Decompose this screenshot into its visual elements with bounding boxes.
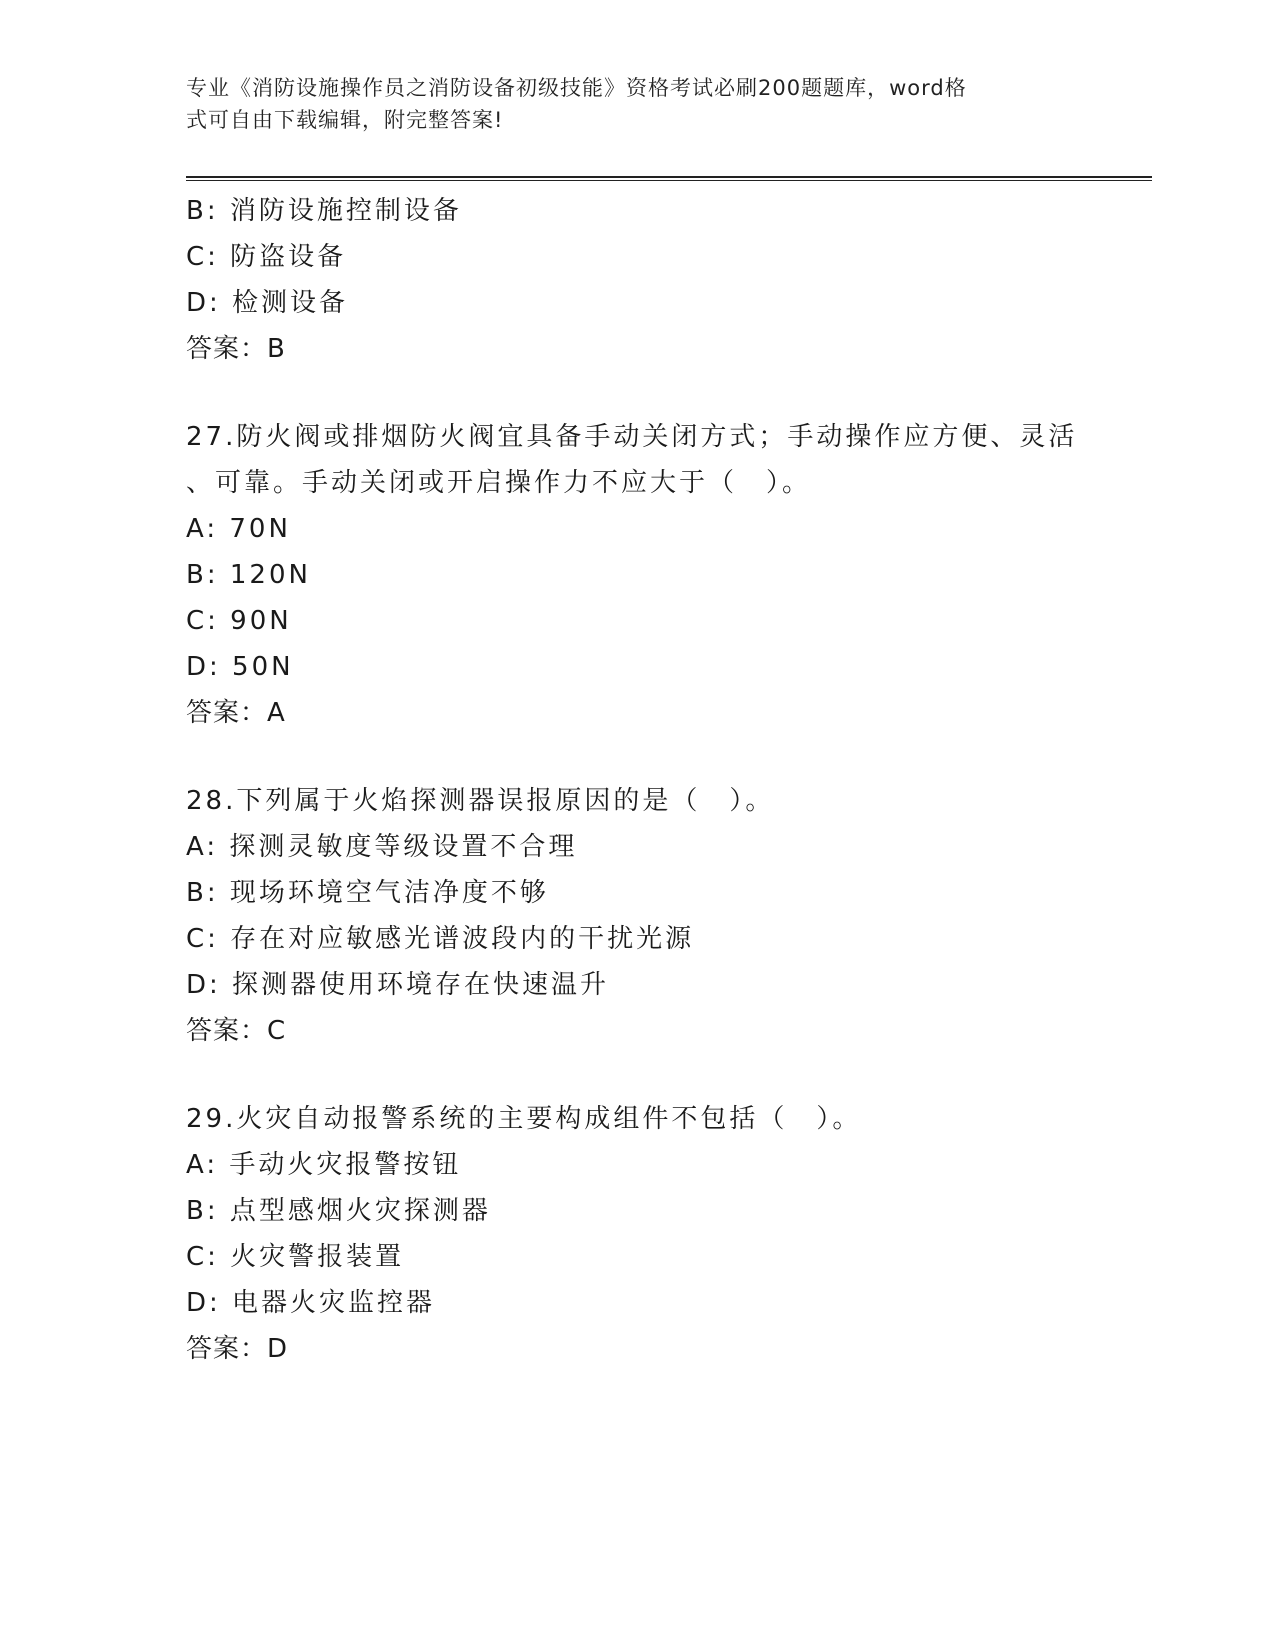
option-a: A: 手动火灾报警按钮	[186, 1150, 462, 1180]
option-b: B: 现场环境空气洁净度不够	[186, 878, 549, 908]
option-b: B: 消防设施控制设备	[186, 196, 462, 226]
option-c: C: 防盗设备	[186, 242, 347, 272]
header-line-1: 专业《消防设施操作员之消防设备初级技能》资格考试必刷200题题库，word格	[186, 76, 967, 100]
option-d: D: 探测器使用环境存在快速温升	[186, 970, 610, 1000]
question-27-block	[186, 414, 1086, 736]
spacer	[186, 736, 1086, 778]
option-b: B: 120N	[186, 560, 311, 590]
question-stem-line-1: 27.防火阀或排烟防火阀宜具备手动关闭方式；手动操作应方便、灵活	[186, 422, 1078, 452]
spacer	[186, 372, 1086, 414]
option-a: A: 70N	[186, 514, 291, 544]
answer-label: 答案：C	[186, 1016, 287, 1046]
document-header	[186, 72, 1066, 136]
option-c: C: 存在对应敏感光谱波段内的干扰光源	[186, 924, 695, 954]
question-stem: 28.下列属于火焰探测器误报原因的是（ ）。	[186, 786, 775, 816]
option-c: C: 90N	[186, 606, 292, 636]
question-29-block	[186, 1096, 1086, 1372]
question-stem-line-2: 、可靠。手动关闭或开启操作力不应大于（ ）。	[186, 468, 812, 498]
answer-label: 答案：D	[186, 1334, 289, 1364]
option-a: A: 探测灵敏度等级设置不合理	[186, 832, 578, 862]
option-d: D: 电器火灾监控器	[186, 1288, 436, 1318]
option-b: B: 点型感烟火灾探测器	[186, 1196, 491, 1226]
answer-label: 答案：B	[186, 334, 286, 364]
question-stem: 29.火灾自动报警系统的主要构成组件不包括（ ）。	[186, 1104, 862, 1134]
header-line-2: 式可自由下载编辑，附完整答案!	[186, 108, 504, 132]
question-26-block	[186, 188, 1086, 372]
spacer	[186, 1054, 1086, 1096]
option-d: D: 检测设备	[186, 288, 349, 318]
header-divider	[186, 176, 1152, 181]
option-d: D: 50N	[186, 652, 294, 682]
question-content	[186, 188, 1086, 1372]
answer-label: 答案：A	[186, 698, 286, 728]
question-28-block	[186, 778, 1086, 1054]
option-c: C: 火灾警报装置	[186, 1242, 405, 1272]
